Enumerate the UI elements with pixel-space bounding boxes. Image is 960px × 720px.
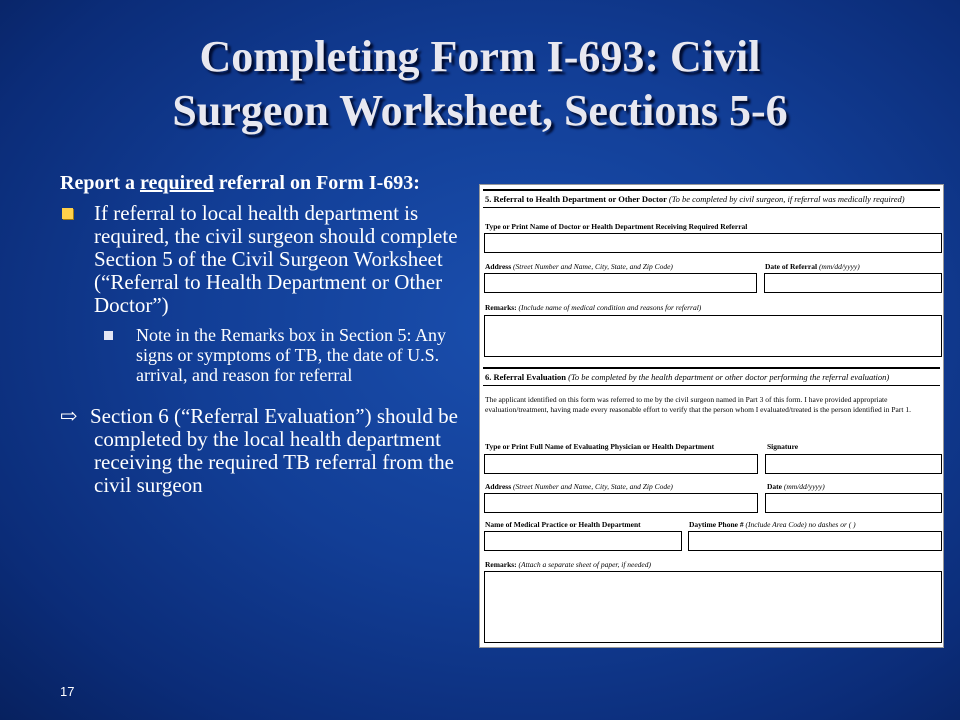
s5-name-label: Type or Print Name of Doctor or Health Department Receiving Required Referral [485, 222, 748, 231]
lead-pre: Report a [60, 172, 140, 194]
s6-remarks-field[interactable] [484, 571, 942, 643]
sub-bullet-remarks-text: Note in the Remarks box in Section 5: Any signs or symptoms of TB, the date of U.S. arrival, and reason for referral [136, 325, 446, 385]
square-bullet-icon [104, 331, 113, 340]
s5-remarks-field[interactable] [484, 315, 942, 357]
section-6-note [60, 405, 460, 497]
s5-date-label: Date of Referral (mm/dd/yyyy) [765, 262, 860, 271]
s6-date-label: Date (mm/dd/yyyy) [767, 482, 825, 491]
section-5-header: 5. Referral to Health Department or Other Doctor (To be completed by civil surgeon, if referral was medically required) [483, 189, 940, 208]
lead-text [60, 172, 460, 194]
right-arrow-icon: ⇨ [60, 404, 78, 428]
bullet-section-5-text: If referral to local health department is required, the civil surgeon should complete Section 5 of the Civil Surgeon Worksheet (“Referral to Health Department or Other Doctor”) [94, 201, 458, 317]
slide-body [60, 172, 460, 497]
title-line-1: Completing Form I-693: Civil [199, 32, 761, 81]
lead-underlined: required [139, 172, 214, 194]
sub-bullet-remarks [104, 325, 460, 385]
square-bullet-icon [62, 208, 73, 219]
slide-number: 17 [60, 684, 75, 699]
s6-statement: The applicant identified on this form was referred to me by the civil surgeon named in Part 3 of this form. I have provided appropriate evaluation/treatment, having made every reasonable effort to verify that the person whom I evaluated/treated is the person identified in Part 1. [485, 395, 911, 414]
bullet-section-5 [60, 202, 460, 317]
title-line-2: Surgeon Worksheet, Sections 5-6 [172, 86, 788, 135]
section-6-header: 6. Referral Evaluation (To be completed by the health department or other doctor performing the referral evaluation) [483, 367, 940, 386]
s6-practice-label: Name of Medical Practice or Health Department [485, 520, 641, 529]
s5-remarks-label: Remarks: (Include name of medical condition and reasons for referral) [485, 303, 702, 312]
s6-date-field[interactable] [765, 493, 942, 513]
section-6-note-text: Section 6 (“Referral Evaluation”) should be completed by the local health department receiving the required TB referral from the civil surgeon [90, 404, 458, 497]
form-i693-excerpt [479, 184, 944, 648]
s6-name-label: Type or Print Full Name of Evaluating Physician or Health Department [485, 442, 715, 451]
s5-address-label: Address (Street Number and Name, City, State, and Zip Code) [485, 262, 673, 271]
s6-phone-field[interactable] [688, 531, 942, 551]
s6-signature-label: Signature [767, 442, 799, 451]
s6-remarks-label: Remarks: (Attach a separate sheet of paper, if needed) [485, 560, 652, 569]
lead-post: referral on Form I-693: [213, 172, 420, 194]
s5-date-field[interactable] [764, 273, 942, 293]
s6-signature-field[interactable] [765, 454, 942, 474]
s6-phone-label: Daytime Phone # (Include Area Code) no dashes or ( ) [689, 520, 856, 529]
s6-practice-field[interactable] [484, 531, 682, 551]
s6-address-field[interactable] [484, 493, 758, 513]
s6-address-label: Address (Street Number and Name, City, State, and Zip Code) [485, 482, 673, 491]
slide-title [60, 30, 900, 138]
s6-name-field[interactable] [484, 454, 758, 474]
s5-name-field[interactable] [484, 233, 942, 253]
s5-address-field[interactable] [484, 273, 757, 293]
